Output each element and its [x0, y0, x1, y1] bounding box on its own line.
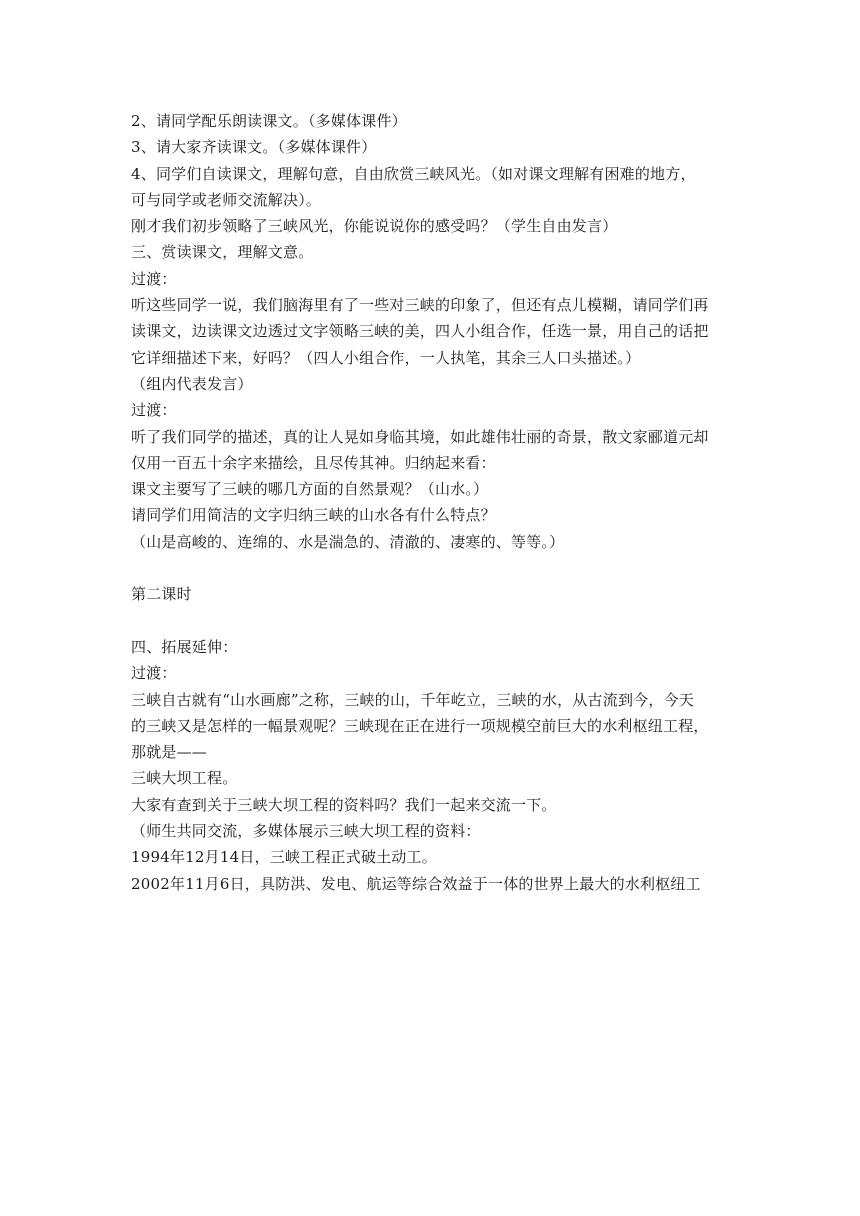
text-line: 三峡自古就有“山水画廊”之称，三峡的山，千年屹立，三峡的水，从古流到今，今天 [131, 690, 694, 709]
text-line: （师生共同交流，多媒体展示三峡大坝工程的资料： [131, 822, 481, 841]
text-line: 请同学们用简洁的文字归纳三峡的山水各有什么特点？ [131, 506, 496, 525]
text-line: 3、请大家齐读课文。（多媒体课件） [131, 138, 377, 157]
blank-line [131, 608, 731, 634]
text-line: 那就是—— [131, 743, 208, 762]
text-line: （山是高峻的、连绵的、水是湍急的、清澈的、凄寒的、等等。） [131, 532, 565, 551]
text-line: 4、同学们自读课文，理解句意，自由欣赏三峡风光。（如对课文理解有困难的地方， [131, 164, 696, 183]
section-heading: 三、赏读课文，理解文意。 [131, 243, 314, 262]
blank-line [131, 555, 731, 581]
text-line: 听这些同学一说，我们脑海里有了一些对三峡的印象了，但还有点儿模糊，请同学们再 [131, 296, 709, 315]
text-line: 的三峡又是怎样的一幅景观呢？三峡现在正在进行一项规模空前巨大的水利枢纽工程， [131, 716, 709, 735]
lesson-heading: 第二课时 [131, 585, 192, 604]
text-line: 1994年12月14日，三峡工程正式破土动工。 [131, 848, 437, 867]
text-line: 过渡： [131, 664, 177, 683]
document-body [131, 108, 731, 897]
text-line: 课文主要写了三峡的哪几方面的自然景观？（山水。） [131, 480, 489, 499]
text-line: 三峡大坝工程。 [131, 769, 238, 788]
text-line: 可与同学或老师交流解决）。 [131, 190, 322, 209]
text-line: 它详细描述下来，好吗？（四人小组合作，一人执笔，其余三人口头描述。） [131, 348, 641, 367]
text-line: 听了我们同学的描述，真的让人晃如身临其境，如此雄伟壮丽的奇景，散文家郦道元却 [131, 427, 709, 446]
text-line: 仅用一百五十余字来描绘，且尽传其神。归纳起来看： [131, 453, 496, 472]
text-line: 读课文，边读课文边透过文字领略三峡的美，四人小组合作，任选一景，用自己的话把 [131, 322, 709, 341]
text-line: （组内代表发言） [131, 374, 253, 393]
text-line: 刚才我们初步领略了三峡风光，你能说说你的感受吗？（学生自由发言） [131, 217, 618, 236]
section-heading: 四、拓展延伸： [131, 637, 238, 656]
text-line: 过渡： [131, 269, 177, 288]
text-line: 2、请同学配乐朗读课文。（多媒体课件） [131, 112, 407, 130]
text-line: 2002年11月6日，具防洪、发电、航运等综合效益于一体的世界上最大的水利枢纽工 [131, 874, 701, 893]
text-line: 过渡： [131, 401, 177, 420]
text-line: 大家有查到关于三峡大坝工程的资料吗？我们一起来交流一下。 [131, 795, 557, 814]
